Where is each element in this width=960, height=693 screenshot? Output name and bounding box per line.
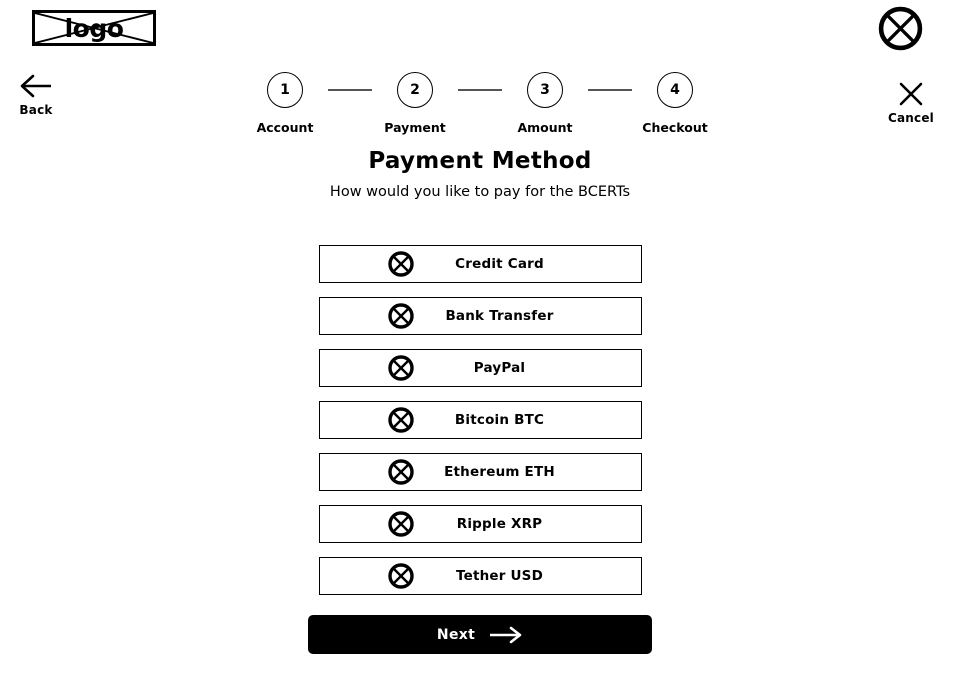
circle-x-placeholder-icon — [388, 511, 414, 537]
circle-x-placeholder-icon — [388, 407, 414, 433]
step-account-label: Account — [256, 120, 314, 135]
payment-option-label: Bank Transfer — [445, 308, 554, 324]
payment-method-list — [319, 245, 642, 609]
circle-x-placeholder-icon — [388, 303, 414, 329]
payment-option-bank-transfer[interactable] — [319, 297, 642, 335]
payment-option-ripple-xrp[interactable] — [319, 505, 642, 543]
step-payment[interactable] — [372, 72, 458, 135]
step-payment-number: 2 — [397, 72, 433, 108]
payment-option-paypal[interactable] — [319, 349, 642, 387]
stepper-connector-2 — [458, 89, 502, 91]
step-amount-number: 3 — [527, 72, 563, 108]
circle-x-placeholder-icon — [388, 355, 414, 381]
payment-option-credit-card[interactable] — [319, 245, 642, 283]
step-payment-label: Payment — [384, 120, 446, 135]
back-button-label: Back — [19, 103, 53, 117]
arrow-right-icon — [489, 626, 523, 644]
circle-x-placeholder-icon — [388, 459, 414, 485]
payment-option-label: Bitcoin BTC — [454, 412, 545, 428]
circle-x-placeholder-icon — [388, 251, 414, 277]
step-amount[interactable] — [502, 72, 588, 135]
next-button-label: Next — [436, 626, 476, 643]
step-amount-label: Amount — [517, 120, 573, 135]
circle-x-placeholder-icon — [878, 6, 923, 51]
avatar[interactable] — [878, 6, 923, 51]
payment-option-label: Credit Card — [455, 256, 544, 272]
page-title: Payment Method — [368, 148, 592, 174]
step-checkout-label: Checkout — [642, 120, 708, 135]
circle-x-placeholder-icon — [388, 563, 414, 589]
payment-option-label: Ripple XRP — [456, 516, 543, 532]
logo[interactable] — [32, 10, 156, 46]
stepper-connector-3 — [588, 89, 632, 91]
step-account-number: 1 — [267, 72, 303, 108]
step-checkout-number: 4 — [657, 72, 693, 108]
logo-text: logo — [64, 13, 124, 43]
payment-option-ethereum-eth[interactable] — [319, 453, 642, 491]
payment-option-label: Tether USD — [455, 568, 544, 584]
cancel-button-label: Cancel — [887, 111, 934, 125]
payment-option-label: PayPal — [473, 360, 526, 376]
payment-option-label: Ethereum ETH — [444, 464, 555, 480]
payment-option-tether-usd[interactable] — [319, 557, 642, 595]
step-account[interactable] — [242, 72, 328, 135]
next-button[interactable] — [308, 615, 652, 654]
stepper-connector-1 — [328, 89, 372, 91]
payment-option-bitcoin-btc[interactable] — [319, 401, 642, 439]
progress-stepper — [0, 72, 960, 135]
step-checkout[interactable] — [632, 72, 718, 135]
page-subtitle: How would you like to pay for the BCERTs — [329, 184, 631, 200]
